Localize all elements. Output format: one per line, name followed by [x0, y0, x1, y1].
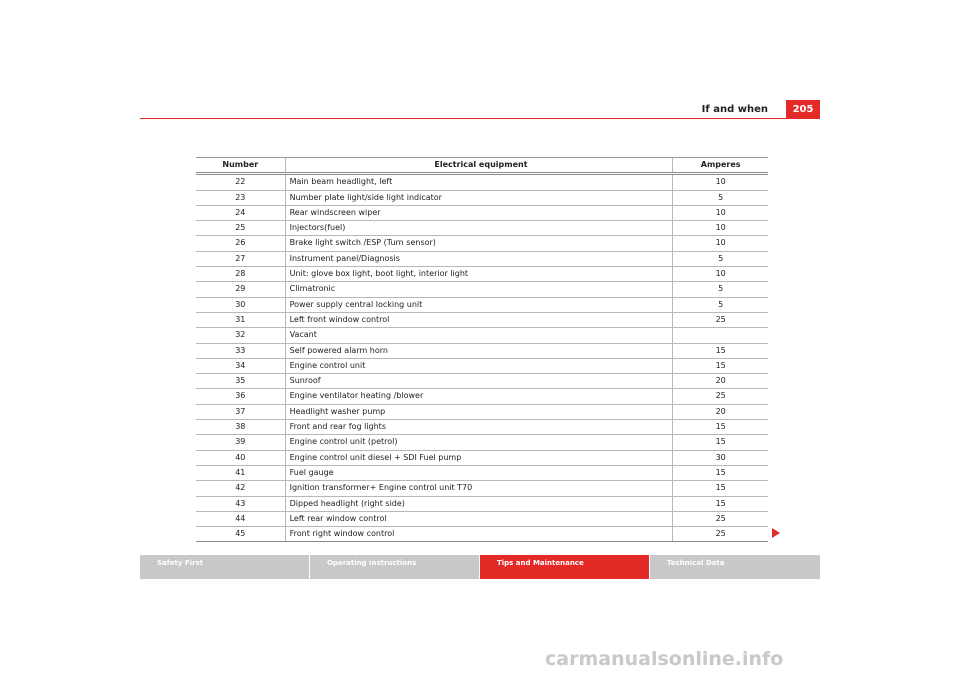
table-row [196, 496, 768, 511]
cell-number: 30 [196, 297, 285, 312]
table-row [196, 236, 768, 251]
table-body [196, 174, 768, 542]
cell-amperes: 10 [673, 205, 768, 220]
cell-equipment: Front and rear fog lights [285, 420, 673, 435]
column-header-number: Number [196, 158, 285, 174]
next-page-arrow-icon[interactable] [772, 528, 780, 538]
cell-amperes: 15 [673, 343, 768, 358]
cell-number: 33 [196, 343, 285, 358]
cell-amperes: 10 [673, 221, 768, 236]
cell-amperes: 10 [673, 174, 768, 190]
cell-equipment: Number plate light/side light indicator [285, 190, 673, 205]
footer-tab-technical-data[interactable]: Technical Data [650, 555, 820, 579]
cell-equipment: Power supply central locking unit [285, 297, 673, 312]
cell-amperes: 15 [673, 435, 768, 450]
table-row [196, 358, 768, 373]
cell-equipment: Climatronic [285, 282, 673, 297]
cell-number: 31 [196, 312, 285, 327]
cell-equipment: Front right window control [285, 527, 673, 542]
table-row [196, 190, 768, 205]
cell-amperes: 15 [673, 420, 768, 435]
table-row [196, 527, 768, 542]
table-row [196, 374, 768, 389]
table-row [196, 205, 768, 220]
cell-amperes: 5 [673, 282, 768, 297]
cell-number: 43 [196, 496, 285, 511]
column-header-amperes: Amperes [673, 158, 768, 174]
cell-number: 25 [196, 221, 285, 236]
cell-amperes: 25 [673, 312, 768, 327]
cell-amperes: 15 [673, 358, 768, 373]
cell-number: 41 [196, 465, 285, 480]
cell-number: 34 [196, 358, 285, 373]
table-row [196, 251, 768, 266]
cell-number: 35 [196, 374, 285, 389]
cell-equipment: Rear windscreen wiper [285, 205, 673, 220]
cell-amperes: 20 [673, 374, 768, 389]
cell-number: 22 [196, 174, 285, 190]
cell-equipment: Injectors(fuel) [285, 221, 673, 236]
cell-amperes: 25 [673, 527, 768, 542]
cell-number: 44 [196, 511, 285, 526]
cell-equipment: Vacant [285, 328, 673, 343]
cell-equipment: Instrument panel/Diagnosis [285, 251, 673, 266]
cell-equipment: Dipped headlight (right side) [285, 496, 673, 511]
table-row [196, 465, 768, 480]
cell-amperes: 10 [673, 236, 768, 251]
table-header-row [196, 158, 768, 174]
table-row [196, 328, 768, 343]
cell-equipment: Sunroof [285, 374, 673, 389]
footer-tab-operating-instructions[interactable]: Operating instructions [310, 555, 479, 579]
cell-number: 38 [196, 420, 285, 435]
cell-amperes: 15 [673, 481, 768, 496]
footer-tab-safety-first[interactable]: Safety First [140, 555, 309, 579]
cell-amperes: 25 [673, 511, 768, 526]
cell-number: 23 [196, 190, 285, 205]
table-row [196, 282, 768, 297]
watermark: carmanualsonline.info [545, 648, 784, 670]
table-row [196, 174, 768, 190]
cell-equipment: Headlight washer pump [285, 404, 673, 419]
cell-number: 32 [196, 328, 285, 343]
page-header-title: If and when [701, 104, 768, 115]
table-row [196, 511, 768, 526]
fuse-table [196, 157, 768, 542]
table-row [196, 312, 768, 327]
footer-nav [140, 555, 820, 579]
table-row [196, 389, 768, 404]
cell-number: 36 [196, 389, 285, 404]
table-row [196, 404, 768, 419]
table-row [196, 481, 768, 496]
header-divider [140, 118, 820, 119]
cell-equipment: Brake light switch /ESP (Turn sensor) [285, 236, 673, 251]
cell-amperes: 10 [673, 267, 768, 282]
table-row [196, 267, 768, 282]
cell-amperes: 20 [673, 404, 768, 419]
cell-number: 28 [196, 267, 285, 282]
cell-number: 24 [196, 205, 285, 220]
cell-number: 39 [196, 435, 285, 450]
cell-amperes: 5 [673, 190, 768, 205]
cell-equipment: Engine control unit (petrol) [285, 435, 673, 450]
cell-number: 37 [196, 404, 285, 419]
cell-amperes: 15 [673, 496, 768, 511]
table-row [196, 343, 768, 358]
table-row [196, 297, 768, 312]
cell-number: 26 [196, 236, 285, 251]
table-row [196, 420, 768, 435]
table-row [196, 435, 768, 450]
cell-equipment: Left front window control [285, 312, 673, 327]
cell-amperes: 5 [673, 251, 768, 266]
cell-number: 29 [196, 282, 285, 297]
cell-equipment: Fuel gauge [285, 465, 673, 480]
cell-equipment: Engine ventilator heating /blower [285, 389, 673, 404]
cell-equipment: Ignition transformer+ Engine control unit T70 [285, 481, 673, 496]
cell-equipment: Left rear window control [285, 511, 673, 526]
cell-equipment: Engine control unit diesel + SDI Fuel pump [285, 450, 673, 465]
cell-equipment: Self powered alarm horn [285, 343, 673, 358]
column-header-equipment: Electrical equipment [285, 158, 673, 174]
cell-amperes: 15 [673, 465, 768, 480]
cell-amperes: 5 [673, 297, 768, 312]
cell-equipment: Engine control unit [285, 358, 673, 373]
cell-amperes [673, 328, 768, 343]
cell-number: 45 [196, 527, 285, 542]
cell-equipment: Unit: glove box light, boot light, interior light [285, 267, 673, 282]
footer-tab-tips-and-maintenance[interactable]: Tips and Maintenance [480, 555, 649, 579]
cell-amperes: 30 [673, 450, 768, 465]
cell-number: 42 [196, 481, 285, 496]
cell-number: 40 [196, 450, 285, 465]
table-row [196, 221, 768, 236]
table-row [196, 450, 768, 465]
page-number-badge: 205 [786, 100, 820, 119]
cell-equipment: Main beam headlight, left [285, 174, 673, 190]
cell-amperes: 25 [673, 389, 768, 404]
cell-number: 27 [196, 251, 285, 266]
